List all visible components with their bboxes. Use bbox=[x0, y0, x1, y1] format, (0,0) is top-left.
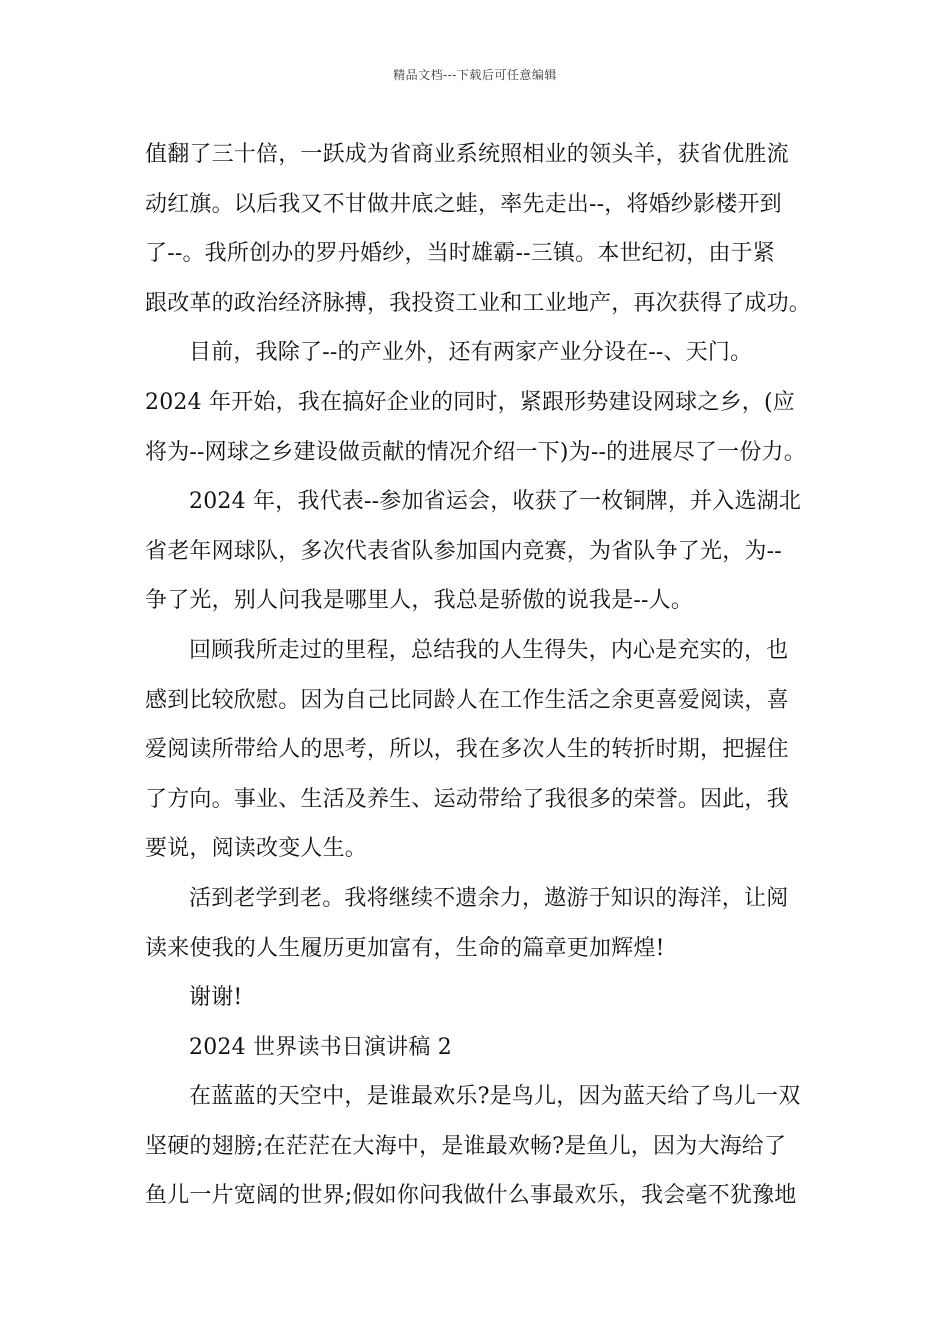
text-line: 在蓝蓝的天空中，是谁最欢乐?是鸟儿，因为蓝天给了鸟儿一双 bbox=[189, 1084, 801, 1110]
text-line: 感到比较欣慰。因为自己比同龄人在工作生活之余更喜爱阅读，喜 bbox=[145, 687, 789, 713]
text-line: 省老年网球队，多次代表省队参加国内竞赛，为省队争了光，为-- bbox=[145, 538, 782, 564]
text-line: 谢谢! bbox=[189, 985, 243, 1011]
text-line: 爱阅读所带给人的思考，所以，我在多次人生的转折时期，把握住 bbox=[145, 737, 789, 763]
text-line: 争了光，别人问我是哪里人，我总是骄傲的说我是--人。 bbox=[145, 588, 694, 614]
document-body bbox=[145, 130, 815, 1221]
text-line: 坚硬的翅膀;在茫茫在大海中，是谁最欢畅?是鱼儿，因为大海给了 bbox=[145, 1133, 787, 1159]
page-header: 精品文档---下载后可任意编辑 bbox=[393, 68, 557, 82]
text-line: 回顾我所走过的里程，总结我的人生得失，内心是充实的，也 bbox=[189, 637, 789, 663]
section-title: 2024 世界读书日演讲稿 2 bbox=[189, 1034, 452, 1060]
text-line: 目前，我除了--的产业外，还有两家产业分设在--、天门。 bbox=[189, 340, 753, 366]
text-line: 活到老学到老。我将继续不遗余力，遨游于知识的海洋，让阅 bbox=[189, 885, 789, 911]
text-line: 动红旗。以后我又不甘做井底之蛙，率先走出--，将婚纱影楼开到 bbox=[145, 191, 782, 217]
text-line: 鱼儿一片宽阔的世界;假如你问我做什么事最欢乐，我会毫不犹豫地 bbox=[145, 1183, 797, 1209]
text-line: 2024 年开始，我在搞好企业的同时，紧跟形势建设网球之乡，(应 bbox=[145, 389, 795, 415]
text-line: 跟改革的政治经济脉搏，我投资工业和工业地产，再次获得了成功。 bbox=[145, 290, 812, 316]
text-line: 了--。我所创办的罗丹婚纱，当时雄霸--三镇。本世纪初，由于紧 bbox=[145, 241, 775, 267]
text-line: 读来使我的人生履历更加富有，生命的篇章更加辉煌! bbox=[145, 935, 665, 961]
text-line: 值翻了三十倍，一跃成为省商业系统照相业的领头羊，获省优胜流 bbox=[145, 142, 789, 167]
text-line: 要说，阅读改变人生。 bbox=[145, 836, 368, 862]
text-line: 2024 年，我代表--参加省运会，收获了一枚铜牌，并入选湖北 bbox=[189, 489, 802, 515]
text-line: 了方向。事业、生活及养生、运动带给了我很多的荣誉。因此，我 bbox=[145, 786, 789, 812]
text-line: 将为--网球之乡建设做贡献的情况介绍一下)为--的进展尽了一份力。 bbox=[145, 439, 806, 465]
